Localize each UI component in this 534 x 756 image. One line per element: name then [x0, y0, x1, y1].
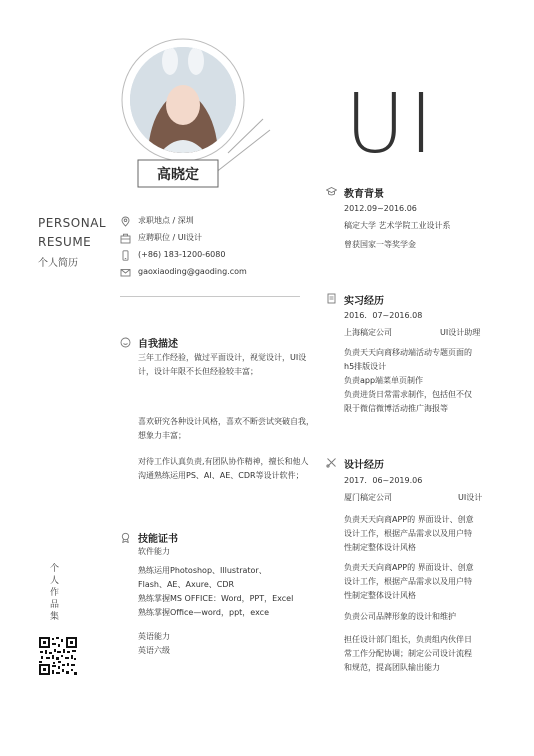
label-en-personal: PERSONAL — [38, 216, 107, 230]
certificate-icon — [120, 532, 131, 543]
label-en-resume: RESUME — [38, 235, 92, 249]
work-duty-line: 常工作分配协调；制定公司设计流程 — [344, 649, 472, 658]
contact-list — [120, 214, 300, 282]
contact-email — [120, 265, 300, 282]
work-duty-line: 性制定整体设计风格 — [344, 591, 416, 600]
left-divider — [120, 296, 300, 297]
internship-period: 2016．07~2016.08 — [344, 311, 423, 320]
decor-line-1 — [228, 119, 263, 153]
internship-duty-line: 负责app端菜单页制作 — [344, 376, 424, 385]
skills-line: 熟练掌握Office—word，ppt，exce — [138, 608, 270, 617]
big-title: UI — [345, 77, 438, 172]
internship-duty-line: 负责进货日常需求制作，包括但不仅 — [344, 390, 472, 399]
name-text: 高晓定 — [157, 167, 199, 183]
language-level: 英语六级 — [138, 646, 170, 655]
contact-email-text[interactable]: gaoxiaoding@gaoding.com — [138, 267, 247, 276]
avatar — [130, 47, 236, 153]
internship-duty-line: 限于微信微博活动推广海报等 — [344, 404, 448, 413]
work-duty-block-4 — [344, 633, 472, 675]
work-company: 厦门稿定公司 — [344, 493, 392, 502]
design-tools-icon — [326, 457, 337, 468]
graduation-cap-icon — [326, 186, 337, 197]
internship-duty-line: h5排版设计 — [344, 362, 387, 371]
work-title: 设计经历 — [344, 460, 384, 471]
work-duty-line: 和规范，提高团队输出能力 — [344, 663, 440, 672]
contact-phone — [120, 248, 300, 265]
skills-line: 熟练掌握MS OFFICE：Word，PPT，Excel — [138, 594, 294, 603]
self-desc-paragraph-3: 对待工作认真负责,有团队协作精神，擅长和他人沟通熟练运用PS、AI、AE、CDR等设计软件； — [138, 457, 309, 480]
work-role: UI设计 — [458, 493, 483, 502]
work-duty-block-2 — [344, 561, 474, 603]
skills-list — [138, 564, 293, 620]
self-desc-paragraph-2: 喜欢研究各种设计风格，喜欢不断尝试突破自我，想象力丰富； — [138, 417, 314, 440]
education-school: 稿定大学 艺术学院工业设计系 — [344, 221, 451, 230]
work-duty-line: 担任设计部门组长，负责组内伙伴日 — [344, 635, 472, 644]
work-duty-line: 设计工作，根据产品需求以及用户特 — [344, 577, 472, 586]
smile-icon — [120, 337, 131, 348]
internship-title: 实习经历 — [344, 296, 384, 307]
education-title: 教育背景 — [344, 189, 384, 200]
qr-code[interactable] — [38, 636, 78, 676]
label-cn-resume: 个人简历 — [38, 258, 78, 269]
contact-location-text: 求职地点 / 深圳 — [138, 216, 194, 225]
skills-line: Flash、AE、Axure、CDR — [138, 580, 235, 589]
internship-company: 上海稿定公司 — [344, 328, 392, 337]
education-period: 2012.09~2016.06 — [344, 204, 417, 213]
contact-position-text: 应聘职位 / UI设计 — [138, 233, 202, 242]
work-period: 2017．06~2019.06 — [344, 476, 423, 485]
internship-role: UI设计助理 — [440, 328, 481, 337]
self-desc-title: 自我描述 — [138, 339, 178, 350]
decor-line-2 — [215, 130, 270, 173]
skills-subtitle: 软件能力 — [138, 547, 170, 556]
internship-duties — [344, 346, 472, 416]
work-duty-line: 性制定整体设计风格 — [344, 543, 416, 552]
work-duty-block-1 — [344, 513, 474, 555]
portfolio-label: 个人作品集 — [50, 564, 60, 622]
education-award: 曾获国家一等奖学金 — [344, 240, 416, 249]
self-desc-paragraph-1: 三年工作经验，做过平面设计，视觉设计，UI设计，设计年限不长但经验较丰富； — [138, 353, 307, 376]
work-duty-line: 负责天天向商APP的 界面设计、创意 — [344, 515, 474, 524]
contact-location — [120, 214, 300, 231]
internship-duty-line: 负责天天向商移动端活动专题页面的 — [344, 348, 472, 357]
email-icon — [120, 267, 131, 278]
work-duty-line: 负责公司品牌形象的设计和维护 — [344, 612, 456, 621]
skills-title: 技能证书 — [138, 534, 178, 545]
contact-position — [120, 231, 300, 248]
briefcase-icon — [120, 233, 131, 244]
contact-phone-text[interactable]: (+86) 183-1200-6080 — [138, 250, 226, 259]
skills-line: 熟练运用Photoshop、Illustrator、 — [138, 566, 267, 575]
work-duty-line: 负责天天向商APP的 界面设计、创意 — [344, 563, 474, 572]
location-icon — [120, 216, 131, 227]
document-icon — [326, 293, 337, 304]
work-duty-block-3 — [344, 610, 456, 624]
phone-icon — [120, 250, 131, 261]
language-title: 英语能力 — [138, 632, 170, 641]
work-duty-line: 设计工作，根据产品需求以及用户特 — [344, 529, 472, 538]
